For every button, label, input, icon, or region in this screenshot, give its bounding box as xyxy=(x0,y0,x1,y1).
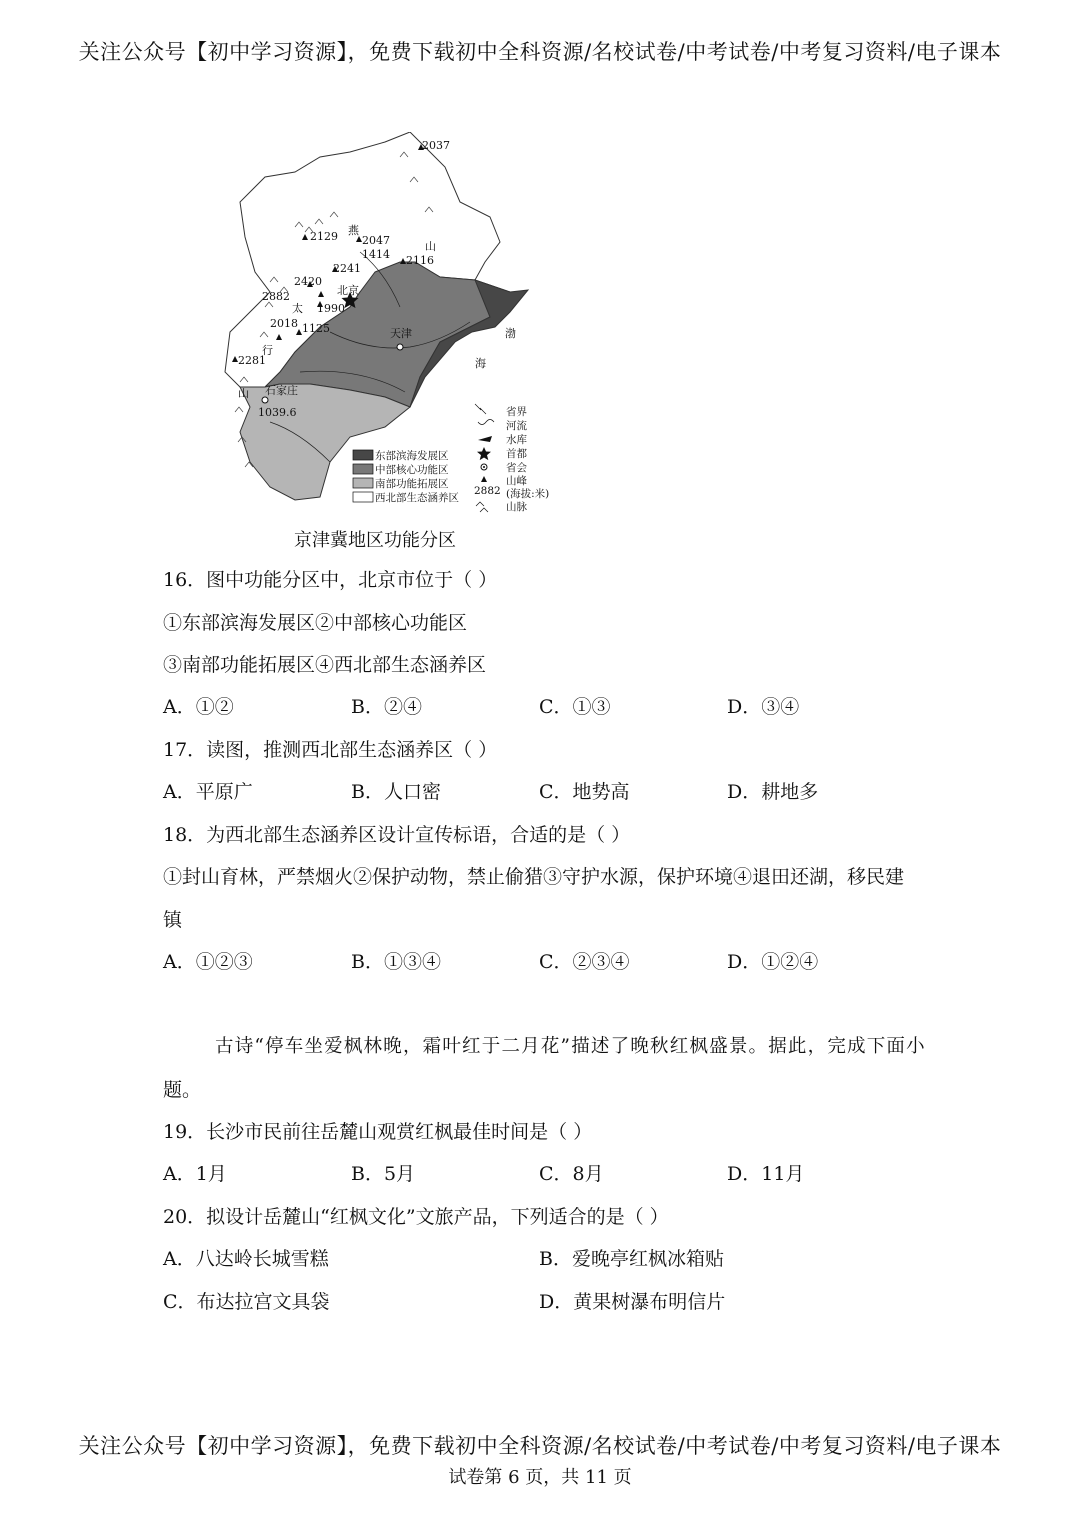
map-svg xyxy=(210,132,550,522)
question-19-stem: 19．长沙市民前往岳麓山观赏红枫最佳时间是（ ） xyxy=(163,1121,593,1143)
question-17-option-b[interactable]: B．人口密 xyxy=(351,781,441,803)
peak-icon xyxy=(481,476,487,482)
sea-label: 海 xyxy=(475,357,486,370)
question-18-option-a[interactable]: A．①②③ xyxy=(163,951,253,973)
legend-symbol: 水库 xyxy=(506,434,527,446)
question-20-option-d[interactable]: D．黄果树瀑布明信片 xyxy=(539,1291,726,1313)
question-18-choice-line: ①封山育林，严禁烟火②保护动物，禁止偷猎③守护水源，保护环境④退田还湖，移民建 xyxy=(163,866,905,888)
question-18-option-d[interactable]: D．①②④ xyxy=(727,951,819,973)
map-caption: 京津冀地区功能分区 xyxy=(294,530,456,551)
question-20-option-c[interactable]: C．布达拉宫文具袋 xyxy=(163,1291,330,1313)
legend-symbol: (海拔:米) xyxy=(506,488,550,500)
peak-label: 2281 xyxy=(238,354,266,367)
peak-label: 2037 xyxy=(422,139,450,152)
mountain-range-icon xyxy=(476,502,488,512)
question-20-option-b[interactable]: B．爱晚亭红枫冰箱贴 xyxy=(539,1248,724,1270)
question-16-stem: 16．图中功能分区中，北京市位于（ ） xyxy=(163,569,498,591)
passage-text: 古诗“停车坐爱枫林晚，霜叶红于二月花”描述了晚秋红枫盛景。据此，完成下面小 xyxy=(215,1036,926,1057)
question-20-stem: 20．拟设计岳麓山“红枫文化”文旅产品，下列适合的是（ ） xyxy=(163,1206,669,1228)
legend-symbol: 省界 xyxy=(506,406,527,418)
question-17-stem: 17．读图，推测西北部生态涵养区（ ） xyxy=(163,739,498,761)
legend-symbol: 山峰 xyxy=(506,475,527,487)
legend-symbol: 省会 xyxy=(506,462,527,474)
question-19-option-d[interactable]: D．11月 xyxy=(727,1163,805,1185)
border-icon xyxy=(475,404,486,414)
capital-star-icon xyxy=(477,447,491,460)
question-18-option-b[interactable]: B．①③④ xyxy=(351,951,441,973)
question-16-choice-line: ①东部滨海发展区②中部核心功能区 xyxy=(163,612,468,634)
legend-zone-east: 东部滨海发展区 xyxy=(375,450,449,462)
peak-label: 1990 xyxy=(317,302,345,315)
question-16-option-a[interactable]: A．①② xyxy=(163,696,234,718)
reservoir-icon xyxy=(478,436,492,442)
range-char: 山 xyxy=(425,240,436,253)
legend-peak-sample: 2882 xyxy=(474,485,501,497)
question-20-option-a[interactable]: A．八达岭长城雪糕 xyxy=(163,1248,329,1270)
question-16-option-b[interactable]: B．②④ xyxy=(351,696,422,718)
legend-zone-south: 南部功能拓展区 xyxy=(375,478,449,490)
city-shijiazhuang: 石家庄 xyxy=(265,384,298,397)
question-19-option-a[interactable]: A．1月 xyxy=(163,1163,227,1185)
legend-symbol: 山脉 xyxy=(506,501,527,513)
question-19-option-c[interactable]: C．8月 xyxy=(539,1163,604,1185)
question-18-option-c[interactable]: C．②③④ xyxy=(539,951,630,973)
legend-zone-northwest: 西北部生态涵养区 xyxy=(375,492,459,504)
peak-label: 2129 xyxy=(310,230,338,243)
question-16-option-c[interactable]: C．①③ xyxy=(539,696,611,718)
peak-label: 2420 xyxy=(294,275,322,288)
top-banner: 关注公众号【初中学习资源】，免费下载初中全科资源/名校试卷/中考试卷/中考复习资料/电子课本 xyxy=(78,40,1002,64)
legend-zone-central: 中部核心功能区 xyxy=(375,464,449,476)
peak-label: 2882 xyxy=(262,290,290,303)
question-17-option-a[interactable]: A．平原广 xyxy=(163,781,253,803)
legend-symbol: 首都 xyxy=(506,448,527,460)
range-char: 太 xyxy=(292,302,303,315)
sea-label: 渤 xyxy=(505,327,516,340)
legend-symbol: 河流 xyxy=(506,420,527,432)
peak-label: 2018 xyxy=(270,317,298,330)
peak-label: 2241 xyxy=(333,262,361,275)
question-18-choice-line: 镇 xyxy=(163,909,183,931)
question-17-option-c[interactable]: C．地势高 xyxy=(539,781,630,803)
peak-label: 2116 xyxy=(406,254,434,267)
peak-label: 1125 xyxy=(302,322,330,335)
provincial-capital-icon xyxy=(262,397,268,403)
page-number: 试卷第 6 页，共 11 页 xyxy=(448,1467,632,1488)
provincial-capital-icon xyxy=(397,344,403,350)
question-17-option-d[interactable]: D．耕地多 xyxy=(727,781,819,803)
question-16-choice-line: ③南部功能拓展区④西北部生态涵养区 xyxy=(163,654,487,676)
question-19-option-b[interactable]: B．5月 xyxy=(351,1163,416,1185)
passage-text: 题。 xyxy=(163,1079,202,1101)
range-char: 山 xyxy=(238,387,249,400)
city-tianjin: 天津 xyxy=(390,327,412,340)
question-18-stem: 18．为西北部生态涵养区设计宣传标语，合适的是（ ） xyxy=(163,824,631,846)
range-char: 燕 xyxy=(348,224,359,237)
river-icon xyxy=(478,420,494,425)
peak-label: 2047 xyxy=(362,234,390,247)
bottom-banner: 关注公众号【初中学习资源】，免费下载初中全科资源/名校试卷/中考试卷/中考复习资料/电子课本 xyxy=(78,1434,1002,1458)
peak-label: 1414 xyxy=(362,248,390,261)
question-16-option-d[interactable]: D．③④ xyxy=(727,696,800,718)
peak-label: 1039.6 xyxy=(258,406,297,419)
range-char: 行 xyxy=(262,344,273,357)
city-beijing: 北京 xyxy=(337,284,359,297)
region-map xyxy=(210,132,550,522)
